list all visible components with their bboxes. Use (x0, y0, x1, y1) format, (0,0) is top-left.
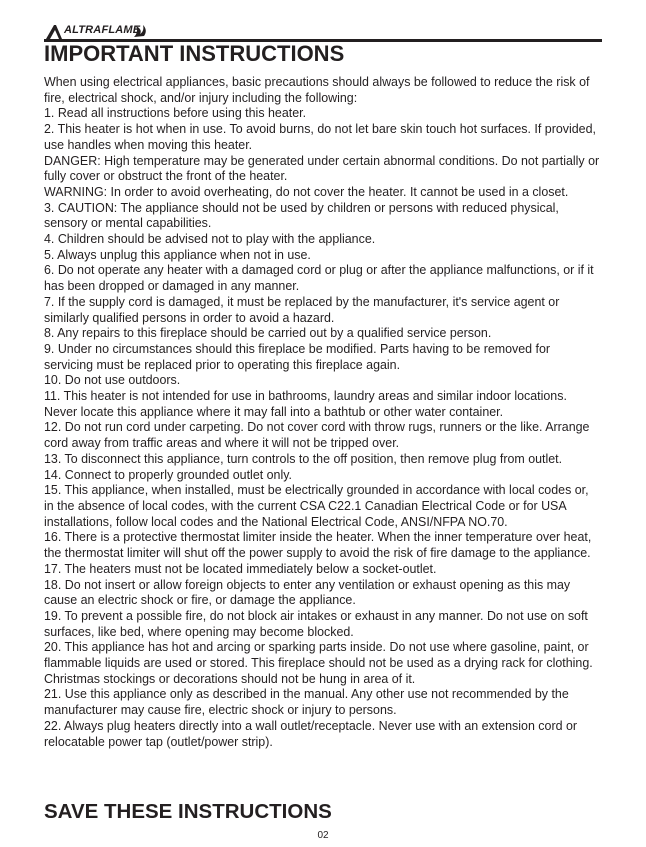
instruction-11: 11. This heater is not intended for use in bathrooms, laundry areas and similar indoor locations. Never locate this appliance where it may fall into a bathtub or other water container. (44, 389, 567, 419)
logo-text: ALTRAFLAME (64, 24, 141, 36)
instructions-body (44, 75, 600, 750)
danger-warning: DANGER: High temperature may be generated under certain abnormal conditions. Do not partially or fully cover or obstruct the front of the heater. (44, 153, 600, 184)
instruction-10: 10. Do not use outdoors. (44, 373, 181, 388)
instruction-17: 17. The heaters must not be located immediately below a socket-outlet. (44, 561, 437, 576)
instruction-20: 20. This appliance has hot and arcing or sparking parts inside. Do not use where gasoline, paint, or flammable liquids are used or stored. This fireplace should not be used as a drying rack for clothing. Christmas stockings or decorations should not be hung in area of it. (44, 640, 593, 686)
instruction-8: 8. Any repairs to this fireplace should be carried out by a qualified service person. (44, 326, 492, 341)
instruction-13: 13. To disconnect this appliance, turn controls to the off position, then remove plug from outlet. (44, 451, 563, 466)
instruction-2: 2. This heater is hot when in use. To avoid burns, do not let bare skin touch hot surfaces. If provided, use handles when moving this heater. (44, 122, 596, 152)
overheating-warning: WARNING: In order to avoid overheating, do not cover the heater. It cannot be used in a closet. (44, 184, 569, 199)
instruction-6: 6. Do not operate any heater with a damaged cord or plug or after the appliance malfunctions, or if it has been dropped or damaged in any manner. (44, 263, 594, 294)
page-number: 02 (317, 830, 329, 841)
instruction-9: 9. Under no circumstances should this fireplace be modified. Parts having to be removed for servicing must be replaced prior to operating this fireplace again. (44, 341, 551, 372)
instruction-3: 3. CAUTION: The appliance should not be used by children or persons with reduced physical, sensory or mental capabilities. (44, 200, 559, 231)
instruction-12: 12. Do not run cord under carpeting. Do not cover cord with throw rugs, runners or the like. Arrange cord away from traffic areas and where it will not be tripped over. (44, 420, 590, 451)
save-instructions-heading: SAVE THESE INSTRUCTIONS (44, 800, 332, 823)
intro-paragraph: When using electrical appliances, basic precautions should always be followed to reduce the risk of fire, electrical shock, and/or injury including the following: (44, 75, 590, 105)
instruction-7: 7. If the supply cord is damaged, it must be replaced by the manufacturer, it's service agent or similarly qualified persons in order to avoid a hazard. (44, 294, 560, 325)
instruction-15: 15. This appliance, when installed, must be electrically grounded in accordance with local codes or, in the absence of local codes, with the current CSA C22.1 Canadian Electrical Code or for USA installations, follow local codes and the National Electrical Code, ANSI/NFPA NO.70. (44, 483, 589, 529)
instruction-4: 4. Children should be advised not to play with the appliance. (44, 232, 376, 247)
instruction-18: 18. Do not insert or allow foreign objects to enter any ventilation or exhaust opening as this may cause an electric shock or fire, or damage the appliance. (44, 577, 571, 608)
instruction-14: 14. Connect to properly grounded outlet only. (44, 467, 292, 482)
instruction-5: 5. Always unplug this appliance when not in use. (44, 247, 311, 262)
instruction-22: 22. Always plug heaters directly into a wall outlet/receptacle. Never use with an extension cord or relocatable power tap (outlet/power strip). (44, 718, 578, 749)
instruction-16: 16. There is a protective thermostat limiter inside the heater. When the inner temperature over heat, the thermostat limiter will shut off the power supply to avoid the risk of fire damage to the appliance. (44, 530, 592, 561)
page-title: IMPORTANT INSTRUCTIONS (44, 41, 345, 66)
instruction-21: 21. Use this appliance only as described in the manual. Any other use not recommended by the manufacturer may cause fire, electric shock or injury to persons. (44, 687, 569, 718)
instruction-19: 19. To prevent a possible fire, do not block air intakes or exhaust in any manner. Do not use on soft surfaces, like bed, where opening may become blocked. (44, 608, 588, 639)
instruction-1: 1. Read all instructions before using this heater. (44, 106, 307, 121)
